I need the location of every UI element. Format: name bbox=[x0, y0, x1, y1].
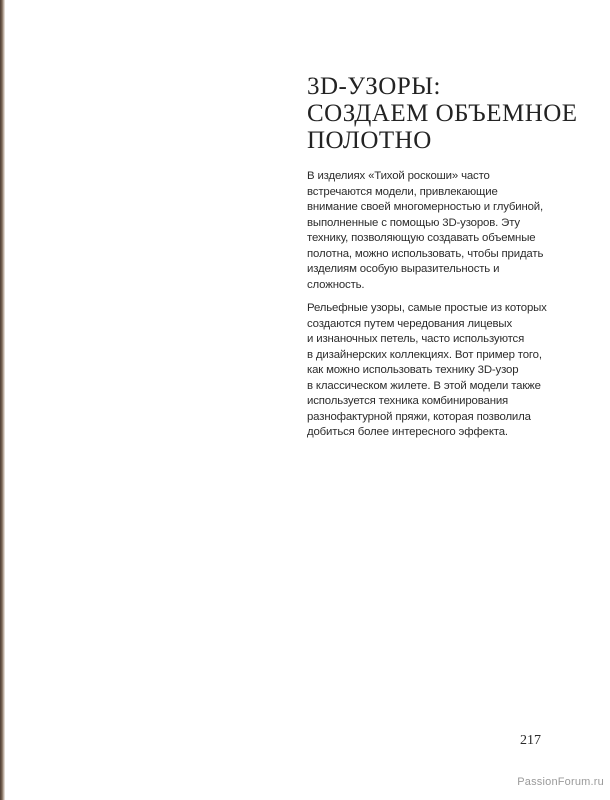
text-line: внимание своей многомерностью и глубиной, bbox=[307, 201, 544, 213]
text-line: разнофактурной пряжи, которая позволила bbox=[307, 410, 531, 423]
text-line: как можно использовать технику 3D-узор bbox=[307, 364, 519, 376]
text-line: технику, позволяющую создавать объемные bbox=[307, 232, 536, 244]
text-line: полотна, можно использовать, чтобы придать bbox=[307, 247, 544, 260]
text-line: в дизайнерских коллекциях. Вот пример того, bbox=[307, 348, 542, 361]
text-line: выполненные с помощью 3D-узоров. Эту bbox=[307, 216, 520, 229]
page-number: 217 bbox=[520, 733, 541, 748]
text-line: Рельефные узоры, самые простые из которых bbox=[307, 302, 547, 314]
title-line: 3D-УЗОРЫ: bbox=[307, 73, 441, 100]
paragraph-intro bbox=[307, 169, 597, 293]
text-line: создаются путем чередования лицевых bbox=[307, 317, 513, 330]
page-binding-edge bbox=[0, 0, 5, 800]
text-line: используется техника комбинирования bbox=[307, 395, 509, 407]
paragraph-relief-patterns bbox=[307, 301, 597, 441]
text-line: сложность. bbox=[307, 278, 365, 291]
text-line: и изнаночных петель, часто используются bbox=[307, 333, 525, 345]
text-line: В изделиях «Тихой роскоши» часто bbox=[307, 170, 490, 182]
text-line: встречаются модели, привлекающие bbox=[307, 185, 498, 198]
text-line: изделиям особую выразительность и bbox=[307, 263, 500, 275]
title-line: СОЗДАЕМ ОБЪЕМНОЕ bbox=[307, 100, 578, 127]
title-line: ПОЛОТНО bbox=[307, 127, 432, 154]
text-line: добиться более интересного эффекта. bbox=[307, 426, 508, 438]
article-body bbox=[307, 169, 597, 449]
site-watermark: PassionForum.ru bbox=[517, 776, 604, 788]
page-title bbox=[307, 73, 597, 154]
text-line: в классическом жилете. В этой модели также bbox=[307, 379, 541, 392]
